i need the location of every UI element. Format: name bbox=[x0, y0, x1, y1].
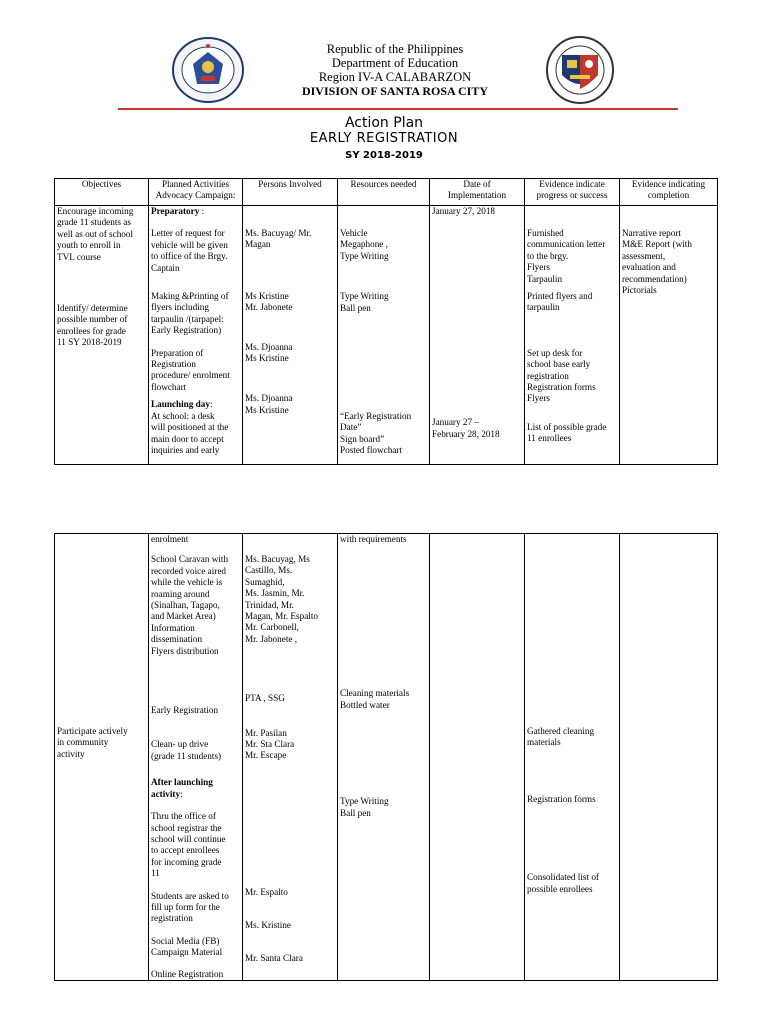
cell-planned-activities bbox=[149, 534, 243, 981]
table-header-row bbox=[55, 179, 718, 206]
header-objectives: Objectives bbox=[55, 179, 149, 206]
school-seal-icon bbox=[545, 35, 615, 105]
letterhead bbox=[250, 42, 540, 98]
evidence-registration-forms: Registration forms bbox=[527, 793, 596, 804]
action-plan-table-1 bbox=[54, 178, 718, 465]
table-row bbox=[55, 206, 718, 465]
persons-pta-ssg: PTA , SSG bbox=[245, 693, 285, 704]
launching-day-heading: Launching day bbox=[151, 399, 210, 410]
resources-vehicle: Vehicle Megaphone , Type Writing bbox=[340, 228, 389, 261]
evidence-consolidated-list: Consolidated list of possible enrollees bbox=[527, 872, 599, 894]
persons-letter: Ms. Bacuyag/ Mr. Magan bbox=[245, 228, 312, 250]
activity-registration-procedure: Preparation of Registration procedure/ enrolment flowchart bbox=[151, 347, 230, 392]
launching-day-colon: : bbox=[209, 399, 213, 410]
doc-school-year: SY 2018-2019 bbox=[345, 150, 423, 161]
date-january-27: January 27, 2018 bbox=[432, 206, 496, 216]
persons-caravan: Ms. Bacuyag, Ms Castillo, Ms. Sumaghid, Ms. Jasmin, Mr. Trinidad, Mr. Magan, Mr. Espalto Mr. Carbonell, Mr. Jabonete , bbox=[245, 554, 318, 644]
persons-flyers: Ms Kristine Mr. Jabonete bbox=[245, 290, 293, 313]
preparatory-colon: : bbox=[199, 206, 205, 216]
cell-persons-involved bbox=[243, 206, 338, 465]
activity-early-registration: Early Registration bbox=[151, 705, 219, 716]
resources-typewriting-2: Type Writing Ball pen bbox=[340, 796, 389, 818]
evidence-cleaning-materials: Gathered cleaning materials bbox=[527, 726, 595, 748]
activity-online-registration: Online Registration bbox=[151, 968, 224, 979]
header-evidence-progress: Evidence indicate progress or success bbox=[525, 179, 620, 206]
cell-planned-activities bbox=[149, 206, 243, 465]
doc-title: Action Plan bbox=[344, 115, 424, 131]
preparatory-heading: Preparatory bbox=[151, 206, 200, 216]
cell-date-implementation bbox=[430, 206, 525, 465]
activity-school-desk: At school: a desk will positioned at the main door to accept inquiries and early bbox=[151, 410, 229, 455]
cell-objectives bbox=[55, 534, 149, 981]
evidence-setup-desk: Set up desk for school base early registration Registration forms Flyers bbox=[527, 347, 596, 404]
cell-evidence-completion bbox=[620, 534, 718, 981]
resources-requirements: with requirements bbox=[340, 534, 407, 544]
completion-narrative-report: Narrative report M&E Report (with assessment, evaluation and recommendation) Pictorials bbox=[622, 228, 692, 296]
doc-subtitle: EARLY REGISTRATION bbox=[309, 131, 459, 146]
cell-evidence-progress bbox=[525, 206, 620, 465]
letterhead-line-1: Republic of the Philippines bbox=[326, 42, 464, 56]
cell-persons-involved bbox=[243, 534, 338, 981]
activity-letter-request: Letter of request for vehicle will be given to office of the Brgy. Captain bbox=[151, 228, 228, 273]
objective-encourage: Encourage incoming grade 11 students as well as out of school youth to enroll in TVL course bbox=[57, 206, 134, 262]
objective-participate: Participate actively in community activity bbox=[57, 726, 128, 759]
cell-evidence-completion bbox=[620, 206, 718, 465]
action-plan-table-2 bbox=[54, 533, 718, 981]
persons-social-media: Ms. Kristine bbox=[245, 920, 291, 931]
activity-fill-up-form: Students are asked to fill up form for the registration bbox=[151, 890, 229, 924]
persons-online: Mr. Santa Clara bbox=[245, 952, 303, 963]
resources-cleaning: Cleaning materials Bottled water bbox=[340, 688, 410, 710]
letterhead-line-3: Region IV-A CALABARZON bbox=[318, 70, 472, 84]
date-january-february: January 27 – February 28, 2018 bbox=[432, 417, 500, 439]
cell-date-implementation bbox=[430, 534, 525, 981]
evidence-printed-flyers: Printed flyers and tarpaulin bbox=[527, 291, 593, 313]
activity-cleanup-drive: Clean- up drive (grade 11 students) bbox=[151, 739, 222, 761]
header-evidence-completion: Evidence indicating completion bbox=[620, 179, 718, 206]
table-row bbox=[55, 534, 718, 981]
persons-launch: Ms. Djoanna Ms Kristine bbox=[245, 393, 293, 415]
resources-signboard: “Early Registration Date” Sign board” Posted flowchart bbox=[340, 411, 412, 456]
header-persons-involved: Persons Involved bbox=[243, 179, 338, 206]
activity-registrar: Thru the office of school registrar the school will continue to accept enrollees for incoming grade 11 bbox=[151, 811, 226, 879]
evidence-list-enrollees: List of possible grade 11 enrollees bbox=[527, 421, 607, 444]
header-resources-needed: Resources needed bbox=[338, 179, 430, 206]
after-launching-heading: After launching activity bbox=[151, 777, 213, 799]
after-launching-colon: : bbox=[180, 788, 183, 799]
cell-resources-needed bbox=[338, 206, 430, 465]
activity-enrolment-continued: enrolment bbox=[151, 534, 189, 544]
persons-form: Mr. Espalto bbox=[245, 886, 288, 897]
header-date-implementation: Date of Implementation bbox=[430, 179, 525, 206]
persons-procedure: Ms. Djoanna Ms Kristine bbox=[245, 341, 293, 364]
deped-seal-icon bbox=[171, 36, 245, 104]
header-planned-activities: Planned Activities Advocacy Campaign: bbox=[149, 179, 243, 206]
activity-printing-flyers: Making &Printing of flyers including tarpaulin /(tarpapel: Early Registration) bbox=[151, 291, 229, 336]
resources-typewriting: Type Writing Ball pen bbox=[340, 291, 389, 313]
persons-cleanup: Mr. Pasilan Mr. Sta Clara Mr. Escape bbox=[245, 727, 295, 761]
objective-identify: Identify/ determine possible number of enrollees for grade 11 SY 2018-2019 bbox=[57, 303, 128, 348]
activity-school-caravan: School Caravan with recorded voice aired while the vehicle is roaming around (Sinalhan, Tagapo, and Market Area) Information dissemination Flyers distribution bbox=[151, 554, 229, 656]
letterhead-division: DIVISION OF SANTA ROSA CITY bbox=[301, 84, 489, 98]
evidence-furnished-letter: Furnished communication letter to the brgy. Flyers Tarpaulin bbox=[527, 228, 606, 284]
letterhead-line-2: Department of Education bbox=[331, 56, 459, 70]
cell-objectives bbox=[55, 206, 149, 465]
cell-evidence-progress bbox=[525, 534, 620, 981]
cell-resources-needed bbox=[338, 534, 430, 981]
activity-social-media: Social Media (FB) Campaign Material bbox=[151, 935, 223, 958]
